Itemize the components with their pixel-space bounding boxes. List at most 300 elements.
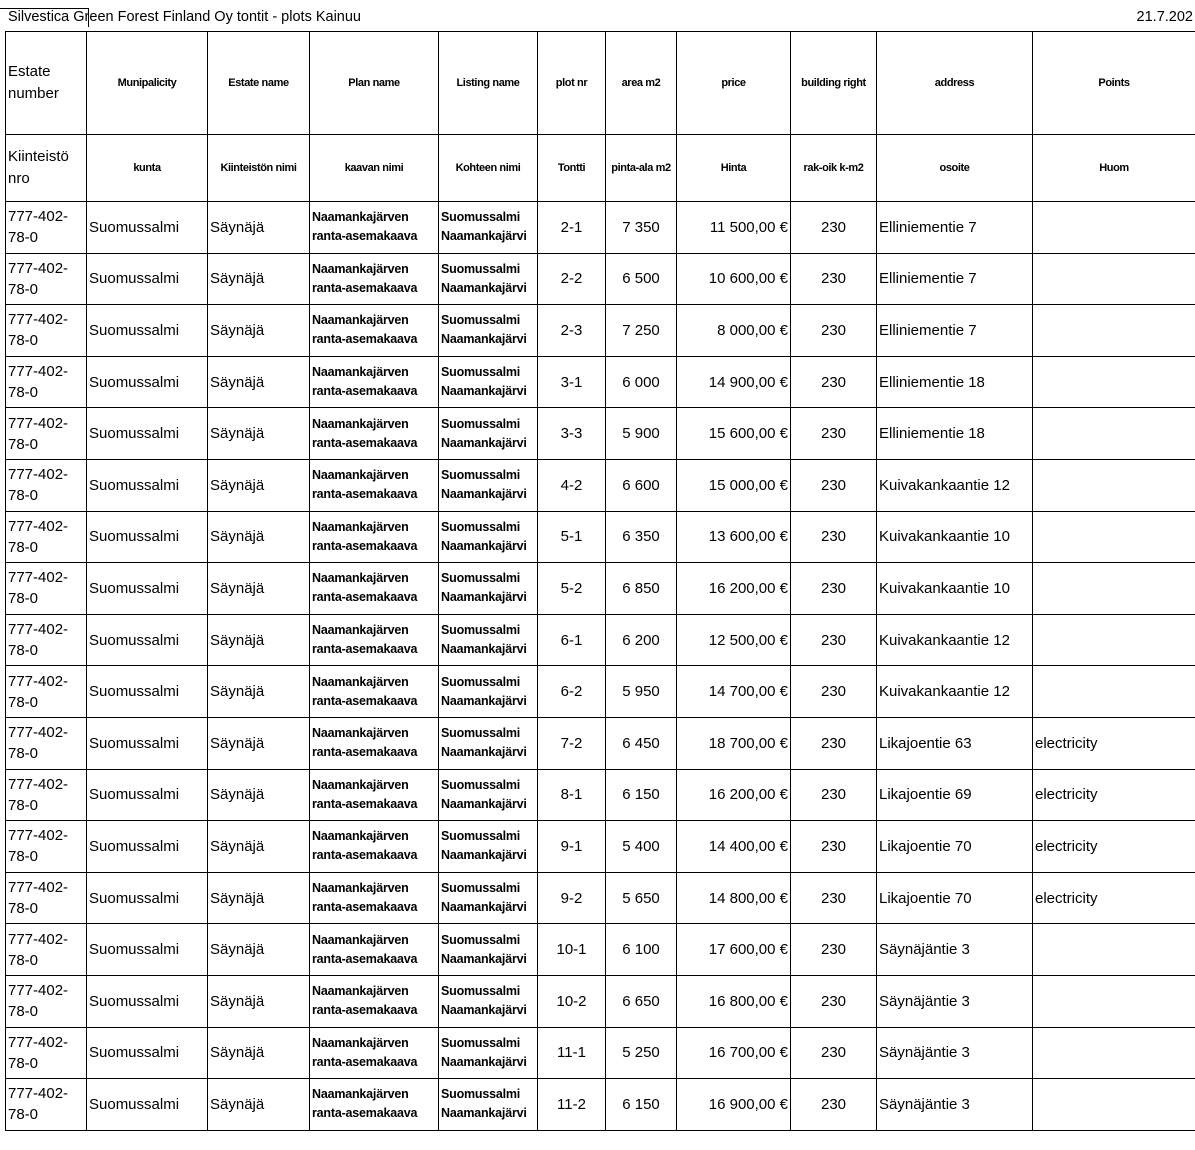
estate-number-part2: 78-0 <box>8 590 39 608</box>
building-right-cell: 230 <box>791 253 877 305</box>
plan-name-line2: ranta-asemakaava <box>312 280 418 295</box>
table-row <box>6 408 1195 460</box>
estate-name-cell: Säynäjä <box>208 459 310 511</box>
plot-nr-cell: 6-1 <box>538 614 606 666</box>
plan-name-cell <box>310 614 439 666</box>
estate-number-part1: 777-402- <box>8 311 69 329</box>
estate-number-cell <box>6 924 87 976</box>
listing-name-line2: Naamankajärvi <box>441 280 527 295</box>
plot-nr-cell: 10-1 <box>538 924 606 976</box>
header-estate-name: Estate name <box>208 32 310 135</box>
estate-number-cell <box>6 253 87 305</box>
listing-name-line1: Suomussalmi <box>441 365 521 380</box>
listing-name-line1: Suomussalmi <box>441 519 521 534</box>
plan-name-line2: ranta-asemakaava <box>312 1054 418 1069</box>
listing-name-cell <box>439 1027 538 1079</box>
address-cell: Säynäjäntie 3 <box>877 1079 1033 1131</box>
estate-number-part1: 777-402- <box>8 775 69 793</box>
plan-name-line1: Naamankajärven <box>312 777 409 792</box>
listing-name-line2: Naamankajärvi <box>441 848 527 863</box>
table-row <box>6 924 1195 976</box>
plan-name-line1: Naamankajärven <box>312 623 409 638</box>
municipality-cell: Suomussalmi <box>87 253 208 305</box>
estate-number-part1: 777-402- <box>8 363 69 381</box>
listing-name-line1: Suomussalmi <box>441 468 521 483</box>
table-row <box>6 305 1195 357</box>
municipality-cell: Suomussalmi <box>87 821 208 873</box>
plan-name-line2: ranta-asemakaava <box>312 693 418 708</box>
municipality-cell: Suomussalmi <box>87 717 208 769</box>
estate-name-cell: Säynäjä <box>208 975 310 1027</box>
price-cell: 11 500,00 € <box>677 202 791 254</box>
estate-name-cell: Säynäjä <box>208 408 310 460</box>
price-cell: 15 600,00 € <box>677 408 791 460</box>
header-municipality: Munipalicity <box>87 32 208 135</box>
points-cell <box>1033 666 1195 718</box>
listing-name-cell <box>439 563 538 615</box>
address-cell: Säynäjäntie 3 <box>877 975 1033 1027</box>
table-row <box>6 821 1195 873</box>
listing-name-line1: Suomussalmi <box>441 313 521 328</box>
area-cell: 5 400 <box>606 821 677 873</box>
plot-nr-cell: 3-1 <box>538 356 606 408</box>
estate-number-cell <box>6 511 87 563</box>
estate-number-part2: 78-0 <box>8 900 39 918</box>
header-hinta: Hinta <box>677 135 791 202</box>
estate-name-cell: Säynäjä <box>208 717 310 769</box>
points-cell: electricity <box>1033 821 1195 873</box>
estate-number-part1: 777-402- <box>8 879 69 897</box>
header-tontti: Tontti <box>538 135 606 202</box>
estate-number-part1: 777-402- <box>8 724 69 742</box>
building-right-cell: 230 <box>791 666 877 718</box>
points-cell <box>1033 305 1195 357</box>
listing-name-line2: Naamankajärvi <box>441 900 527 915</box>
estate-number-cell <box>6 408 87 460</box>
table-row <box>6 202 1195 254</box>
header-row-finnish <box>6 135 1195 202</box>
plan-name-cell <box>310 356 439 408</box>
estate-number-cell <box>6 975 87 1027</box>
area-cell: 6 200 <box>606 614 677 666</box>
estate-number-part2: 78-0 <box>8 796 39 814</box>
plan-name-cell <box>310 563 439 615</box>
plan-name-line2: ranta-asemakaava <box>312 332 418 347</box>
price-cell: 16 900,00 € <box>677 1079 791 1131</box>
estate-number-part1: 777-402- <box>8 569 69 587</box>
estate-number-part2: 78-0 <box>8 1106 39 1124</box>
area-cell: 5 250 <box>606 1027 677 1079</box>
estate-number-part2: 78-0 <box>8 280 39 298</box>
estate-number-cell <box>6 666 87 718</box>
plan-name-cell <box>310 408 439 460</box>
header-kunta: kunta <box>87 135 208 202</box>
address-cell: Kuivakankaantie 10 <box>877 511 1033 563</box>
listing-name-line1: Suomussalmi <box>441 1087 521 1102</box>
building-right-cell: 230 <box>791 717 877 769</box>
area-cell: 7 350 <box>606 202 677 254</box>
estate-name-cell: Säynäjä <box>208 924 310 976</box>
points-cell <box>1033 975 1195 1027</box>
price-cell: 16 200,00 € <box>677 769 791 821</box>
listing-name-cell <box>439 872 538 924</box>
estate-name-cell: Säynäjä <box>208 614 310 666</box>
area-cell: 6 150 <box>606 769 677 821</box>
price-cell: 16 200,00 € <box>677 563 791 615</box>
plan-name-line1: Naamankajärven <box>312 210 409 225</box>
plan-name-cell <box>310 975 439 1027</box>
plan-name-line2: ranta-asemakaava <box>312 796 418 811</box>
header-kohteen-nimi: Kohteen nimi <box>439 135 538 202</box>
plan-name-cell <box>310 924 439 976</box>
estate-number-cell <box>6 717 87 769</box>
estate-number-part2: 78-0 <box>8 848 39 866</box>
header-plan-name: Plan name <box>310 32 439 135</box>
address-cell: Likajoentie 63 <box>877 717 1033 769</box>
plot-nr-cell: 7-2 <box>538 717 606 769</box>
header-address: address <box>877 32 1033 135</box>
listing-name-line2: Naamankajärvi <box>441 1106 527 1121</box>
price-cell: 14 900,00 € <box>677 356 791 408</box>
points-cell <box>1033 1079 1195 1131</box>
building-right-cell: 230 <box>791 769 877 821</box>
building-right-cell: 230 <box>791 821 877 873</box>
listing-name-cell <box>439 924 538 976</box>
listing-name-line1: Suomussalmi <box>441 1035 521 1050</box>
address-cell: Säynäjäntie 3 <box>877 1027 1033 1079</box>
estate-name-cell: Säynäjä <box>208 769 310 821</box>
plan-name-line2: ranta-asemakaava <box>312 590 418 605</box>
listing-name-line2: Naamankajärvi <box>441 435 527 450</box>
estate-number-part2: 78-0 <box>8 693 39 711</box>
area-cell: 6 350 <box>606 511 677 563</box>
listing-name-line2: Naamankajärvi <box>441 951 527 966</box>
listing-name-cell <box>439 253 538 305</box>
area-cell: 5 950 <box>606 666 677 718</box>
address-cell: Kuivakankaantie 12 <box>877 666 1033 718</box>
listing-name-cell <box>439 459 538 511</box>
plan-name-cell <box>310 459 439 511</box>
listing-name-line2: Naamankajärvi <box>441 1003 527 1018</box>
price-cell: 14 800,00 € <box>677 872 791 924</box>
estate-number-part1: 777-402- <box>8 672 69 690</box>
table-row <box>6 769 1195 821</box>
estate-number-cell <box>6 769 87 821</box>
plan-name-cell <box>310 253 439 305</box>
price-cell: 18 700,00 € <box>677 717 791 769</box>
municipality-cell: Suomussalmi <box>87 408 208 460</box>
estate-number-part2: 78-0 <box>8 332 39 350</box>
estate-number-part2: 78-0 <box>8 951 39 969</box>
plan-name-line2: ranta-asemakaava <box>312 745 418 760</box>
plan-name-line2: ranta-asemakaava <box>312 848 418 863</box>
listing-name-line1: Suomussalmi <box>441 932 521 947</box>
listing-name-line1: Suomussalmi <box>441 829 521 844</box>
building-right-cell: 230 <box>791 408 877 460</box>
listing-name-line2: Naamankajärvi <box>441 693 527 708</box>
plan-name-line1: Naamankajärven <box>312 313 409 328</box>
table-row <box>6 717 1195 769</box>
estate-name-cell: Säynäjä <box>208 305 310 357</box>
plan-name-line2: ranta-asemakaava <box>312 642 418 657</box>
plan-name-line2: ranta-asemakaava <box>312 229 418 244</box>
plot-nr-cell: 2-2 <box>538 253 606 305</box>
address-cell: Elliniementie 7 <box>877 305 1033 357</box>
address-cell: Elliniementie 18 <box>877 356 1033 408</box>
listing-name-line1: Suomussalmi <box>441 623 521 638</box>
plot-nr-cell: 2-1 <box>538 202 606 254</box>
listing-name-line1: Suomussalmi <box>441 674 521 689</box>
estate-name-cell: Säynäjä <box>208 511 310 563</box>
plot-nr-cell: 11-2 <box>538 1079 606 1131</box>
points-cell <box>1033 408 1195 460</box>
estate-name-cell: Säynäjä <box>208 872 310 924</box>
header-area: area m2 <box>606 32 677 135</box>
plot-nr-cell: 11-1 <box>538 1027 606 1079</box>
building-right-cell: 230 <box>791 614 877 666</box>
area-cell: 5 650 <box>606 872 677 924</box>
header-estate-number: Estate number <box>6 32 87 135</box>
table-row <box>6 1079 1195 1131</box>
listing-name-line1: Suomussalmi <box>441 416 521 431</box>
points-cell <box>1033 511 1195 563</box>
table-row <box>6 563 1195 615</box>
estate-number-part1: 777-402- <box>8 208 69 226</box>
area-cell: 6 000 <box>606 356 677 408</box>
listing-name-cell <box>439 666 538 718</box>
municipality-cell: Suomussalmi <box>87 769 208 821</box>
points-cell <box>1033 1027 1195 1079</box>
plot-nr-cell: 9-1 <box>538 821 606 873</box>
header-building-right: building right <box>791 32 877 135</box>
table-row <box>6 356 1195 408</box>
plan-name-line2: ranta-asemakaava <box>312 1106 418 1121</box>
building-right-cell: 230 <box>791 563 877 615</box>
plan-name-line1: Naamankajärven <box>312 519 409 534</box>
estate-name-cell: Säynäjä <box>208 1027 310 1079</box>
estate-name-cell: Säynäjä <box>208 666 310 718</box>
municipality-cell: Suomussalmi <box>87 1079 208 1131</box>
document-title: Silvestica Green Forest Finland Oy tontit - plots Kainuu <box>8 9 361 25</box>
plot-nr-cell: 9-2 <box>538 872 606 924</box>
area-cell: 6 850 <box>606 563 677 615</box>
estate-number-part1: 777-402- <box>8 930 69 948</box>
price-cell: 16 700,00 € <box>677 1027 791 1079</box>
price-cell: 14 400,00 € <box>677 821 791 873</box>
listing-name-cell <box>439 202 538 254</box>
estate-number-part2: 78-0 <box>8 538 39 556</box>
listing-name-cell <box>439 511 538 563</box>
listing-name-cell <box>439 769 538 821</box>
points-cell <box>1033 924 1195 976</box>
estate-number-part2: 78-0 <box>8 1003 39 1021</box>
table-row <box>6 511 1195 563</box>
building-right-cell: 230 <box>791 924 877 976</box>
header-points: Points <box>1033 32 1195 135</box>
points-cell: electricity <box>1033 717 1195 769</box>
municipality-cell: Suomussalmi <box>87 305 208 357</box>
estate-number-part1: 777-402- <box>8 1033 69 1051</box>
points-cell <box>1033 202 1195 254</box>
municipality-cell: Suomussalmi <box>87 666 208 718</box>
points-cell <box>1033 614 1195 666</box>
estate-number-part1: 777-402- <box>8 259 69 277</box>
plan-name-line1: Naamankajärven <box>312 1087 409 1102</box>
estate-number-part1: 777-402- <box>8 982 69 1000</box>
plan-name-cell <box>310 717 439 769</box>
plan-name-line1: Naamankajärven <box>312 932 409 947</box>
table-row <box>6 614 1195 666</box>
address-cell: Kuivakankaantie 10 <box>877 563 1033 615</box>
estate-number-cell <box>6 614 87 666</box>
table-row <box>6 1027 1195 1079</box>
building-right-cell: 230 <box>791 202 877 254</box>
plot-nr-cell: 5-1 <box>538 511 606 563</box>
listing-name-line1: Suomussalmi <box>441 571 521 586</box>
estate-number-part1: 777-402- <box>8 517 69 535</box>
document-date: 21.7.202 <box>1136 9 1193 25</box>
estate-number-cell <box>6 459 87 511</box>
listing-name-line2: Naamankajärvi <box>441 796 527 811</box>
listing-name-cell <box>439 614 538 666</box>
header-kiinteisto-nro: Kiinteistö nro <box>6 135 87 202</box>
price-cell: 8 000,00 € <box>677 305 791 357</box>
plan-name-line2: ranta-asemakaava <box>312 951 418 966</box>
price-cell: 16 800,00 € <box>677 975 791 1027</box>
plot-nr-cell: 10-2 <box>538 975 606 1027</box>
estate-number-part2: 78-0 <box>8 1054 39 1072</box>
estate-number-part2: 78-0 <box>8 435 39 453</box>
area-cell: 6 500 <box>606 253 677 305</box>
address-cell: Säynäjäntie 3 <box>877 924 1033 976</box>
building-right-cell: 230 <box>791 356 877 408</box>
estate-number-cell <box>6 872 87 924</box>
listing-name-line2: Naamankajärvi <box>441 590 527 605</box>
listing-name-cell <box>439 408 538 460</box>
points-cell <box>1033 563 1195 615</box>
area-cell: 5 900 <box>606 408 677 460</box>
plan-name-cell <box>310 666 439 718</box>
plan-name-cell <box>310 1079 439 1131</box>
plan-name-line1: Naamankajärven <box>312 674 409 689</box>
area-cell: 6 100 <box>606 924 677 976</box>
estate-number-cell <box>6 356 87 408</box>
address-cell: Kuivakankaantie 12 <box>877 614 1033 666</box>
area-cell: 6 600 <box>606 459 677 511</box>
plan-name-line1: Naamankajärven <box>312 984 409 999</box>
address-cell: Likajoentie 69 <box>877 769 1033 821</box>
estate-number-cell <box>6 305 87 357</box>
estate-number-part2: 78-0 <box>8 745 39 763</box>
document-header <box>0 0 1195 32</box>
municipality-cell: Suomussalmi <box>87 872 208 924</box>
estate-number-cell <box>6 1079 87 1131</box>
municipality-cell: Suomussalmi <box>87 614 208 666</box>
estate-number-part2: 78-0 <box>8 487 39 505</box>
plan-name-cell <box>310 769 439 821</box>
header-price: price <box>677 32 791 135</box>
area-cell: 6 450 <box>606 717 677 769</box>
listing-name-line2: Naamankajärvi <box>441 487 527 502</box>
address-cell: Likajoentie 70 <box>877 821 1033 873</box>
listing-name-line2: Naamankajärvi <box>441 229 527 244</box>
listing-name-line2: Naamankajärvi <box>441 332 527 347</box>
estate-name-cell: Säynäjä <box>208 1079 310 1131</box>
municipality-cell: Suomussalmi <box>87 1027 208 1079</box>
plan-name-cell <box>310 1027 439 1079</box>
listing-name-line2: Naamankajärvi <box>441 538 527 553</box>
points-cell: electricity <box>1033 872 1195 924</box>
building-right-cell: 230 <box>791 1079 877 1131</box>
listing-name-line1: Suomussalmi <box>441 881 521 896</box>
municipality-cell: Suomussalmi <box>87 356 208 408</box>
estate-name-cell: Säynäjä <box>208 356 310 408</box>
municipality-cell: Suomussalmi <box>87 563 208 615</box>
municipality-cell: Suomussalmi <box>87 975 208 1027</box>
plan-name-line2: ranta-asemakaava <box>312 487 418 502</box>
plot-nr-cell: 2-3 <box>538 305 606 357</box>
plan-name-line1: Naamankajärven <box>312 416 409 431</box>
building-right-cell: 230 <box>791 1027 877 1079</box>
listing-name-cell <box>439 305 538 357</box>
municipality-cell: Suomussalmi <box>87 459 208 511</box>
header-listing-name: Listing name <box>439 32 538 135</box>
estate-number-part1: 777-402- <box>8 466 69 484</box>
price-cell: 12 500,00 € <box>677 614 791 666</box>
building-right-cell: 230 <box>791 511 877 563</box>
estate-number-part2: 78-0 <box>8 642 39 660</box>
listing-name-line1: Suomussalmi <box>441 261 521 276</box>
estate-name-cell: Säynäjä <box>208 821 310 873</box>
price-cell: 13 600,00 € <box>677 511 791 563</box>
points-cell <box>1033 459 1195 511</box>
plan-name-cell <box>310 821 439 873</box>
plan-name-cell <box>310 872 439 924</box>
municipality-cell: Suomussalmi <box>87 202 208 254</box>
plan-name-line2: ranta-asemakaava <box>312 538 418 553</box>
table-row <box>6 975 1195 1027</box>
header-row-english <box>6 32 1195 135</box>
header-plot-nr: plot nr <box>538 32 606 135</box>
estate-number-part1: 777-402- <box>8 414 69 432</box>
building-right-cell: 230 <box>791 872 877 924</box>
plan-name-line2: ranta-asemakaava <box>312 900 418 915</box>
estate-number-part1: 777-402- <box>8 621 69 639</box>
area-cell: 6 150 <box>606 1079 677 1131</box>
address-cell: Elliniementie 7 <box>877 202 1033 254</box>
plan-name-cell <box>310 511 439 563</box>
building-right-cell: 230 <box>791 459 877 511</box>
plan-name-line2: ranta-asemakaava <box>312 384 418 399</box>
listing-name-cell <box>439 717 538 769</box>
listing-name-line2: Naamankajärvi <box>441 384 527 399</box>
plot-nr-cell: 6-2 <box>538 666 606 718</box>
listing-name-line1: Suomussalmi <box>441 984 521 999</box>
listing-name-cell <box>439 356 538 408</box>
table-row <box>6 253 1195 305</box>
estate-name-cell: Säynäjä <box>208 253 310 305</box>
listing-name-line1: Suomussalmi <box>441 777 521 792</box>
plan-name-line2: ranta-asemakaava <box>312 435 418 450</box>
plan-name-cell <box>310 305 439 357</box>
price-cell: 15 000,00 € <box>677 459 791 511</box>
estate-number-cell <box>6 563 87 615</box>
price-cell: 14 700,00 € <box>677 666 791 718</box>
estate-number-part2: 78-0 <box>8 384 39 402</box>
estate-name-cell: Säynäjä <box>208 202 310 254</box>
estate-number-cell <box>6 1027 87 1079</box>
area-cell: 6 650 <box>606 975 677 1027</box>
